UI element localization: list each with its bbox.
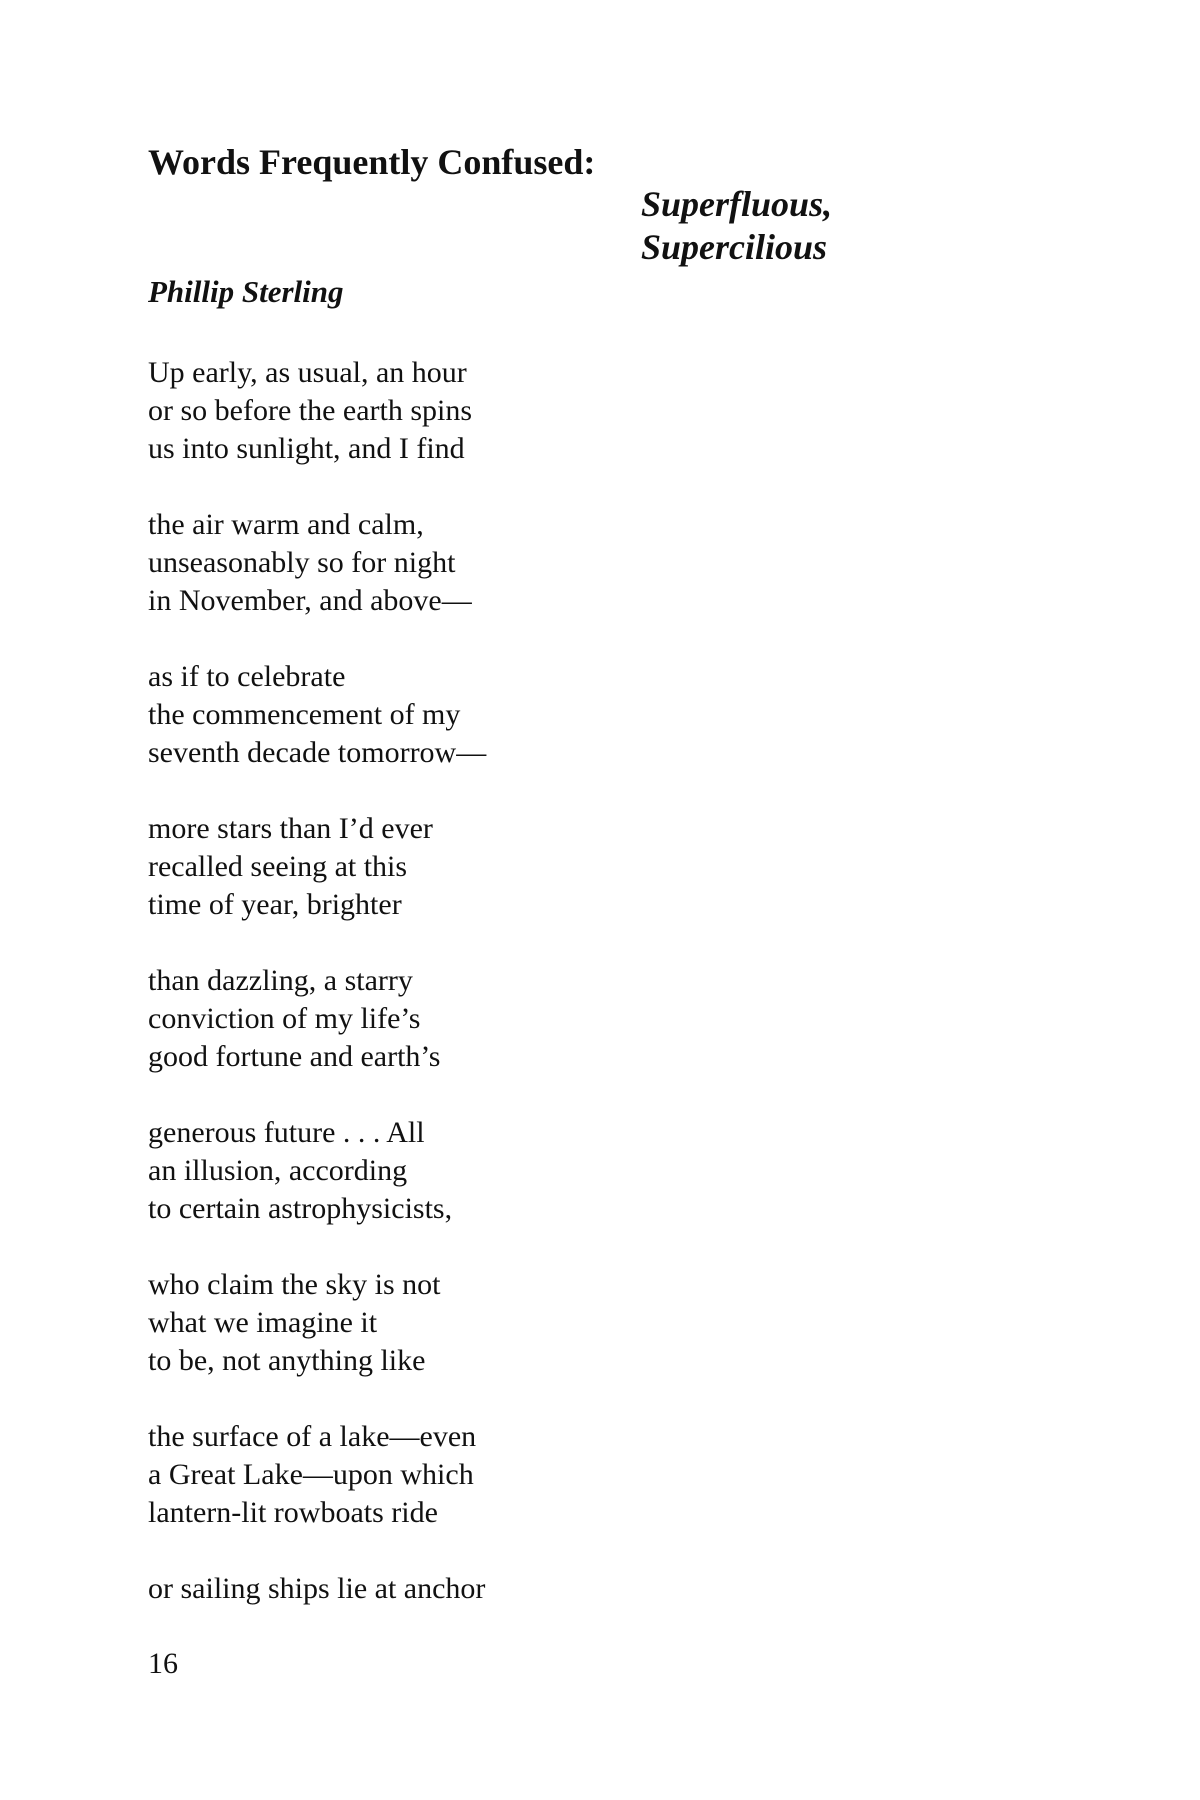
subtitle-line: Superfluous,	[641, 184, 833, 224]
poem-line: the surface of a lake—even	[148, 1420, 477, 1453]
poem-line: generous future . . . All	[148, 1116, 425, 1149]
stanza	[148, 1114, 486, 1228]
stanza	[148, 1418, 486, 1532]
poem-line: a Great Lake—upon which	[148, 1458, 474, 1491]
poem-line: the commencement of my	[148, 698, 461, 731]
stanza	[148, 810, 486, 924]
poem-line: lantern-lit rowboats ride	[148, 1496, 438, 1529]
poem-line: an illusion, according	[148, 1154, 408, 1187]
poem-line: unseasonably so for night	[148, 546, 456, 579]
poem-line: Up early, as usual, an hour	[148, 356, 467, 389]
poem-line: or sailing ships lie at anchor	[148, 1572, 486, 1605]
poem-title: Words Frequently Confused:	[148, 142, 596, 182]
poem-author: Phillip Sterling	[148, 274, 344, 309]
poem-line: in November, and above—	[148, 584, 472, 617]
stanza	[148, 1266, 486, 1380]
poem-subtitle	[641, 183, 832, 269]
poem-line: the air warm and calm,	[148, 508, 424, 541]
poem-line: more stars than I’d ever	[148, 812, 433, 845]
page-number: 16	[148, 1647, 178, 1680]
poem-line: time of year, brighter	[148, 888, 402, 921]
poem-line: as if to celebrate	[148, 660, 346, 693]
stanza	[148, 354, 486, 468]
poem-line: what we imagine it	[148, 1306, 378, 1339]
poem-line: good fortune and earth’s	[148, 1040, 441, 1073]
stanza	[148, 506, 486, 620]
poem-line: recalled seeing at this	[148, 850, 408, 883]
poem-line: us into sunlight, and I find	[148, 432, 465, 465]
poem-body	[148, 354, 486, 1646]
stanza	[148, 1570, 486, 1608]
poem-line: conviction of my life’s	[148, 1002, 421, 1035]
poem-line: to be, not anything like	[148, 1344, 426, 1377]
stanza	[148, 658, 486, 772]
poem-line: seventh decade tomorrow—	[148, 736, 487, 769]
poem-line: than dazzling, a starry	[148, 964, 413, 997]
stanza	[148, 962, 486, 1076]
poem-line: or so before the earth spins	[148, 394, 473, 427]
poem-line: who claim the sky is not	[148, 1268, 441, 1301]
poem-line: to certain astrophysicists,	[148, 1192, 453, 1225]
subtitle-line: Supercilious	[641, 227, 828, 267]
